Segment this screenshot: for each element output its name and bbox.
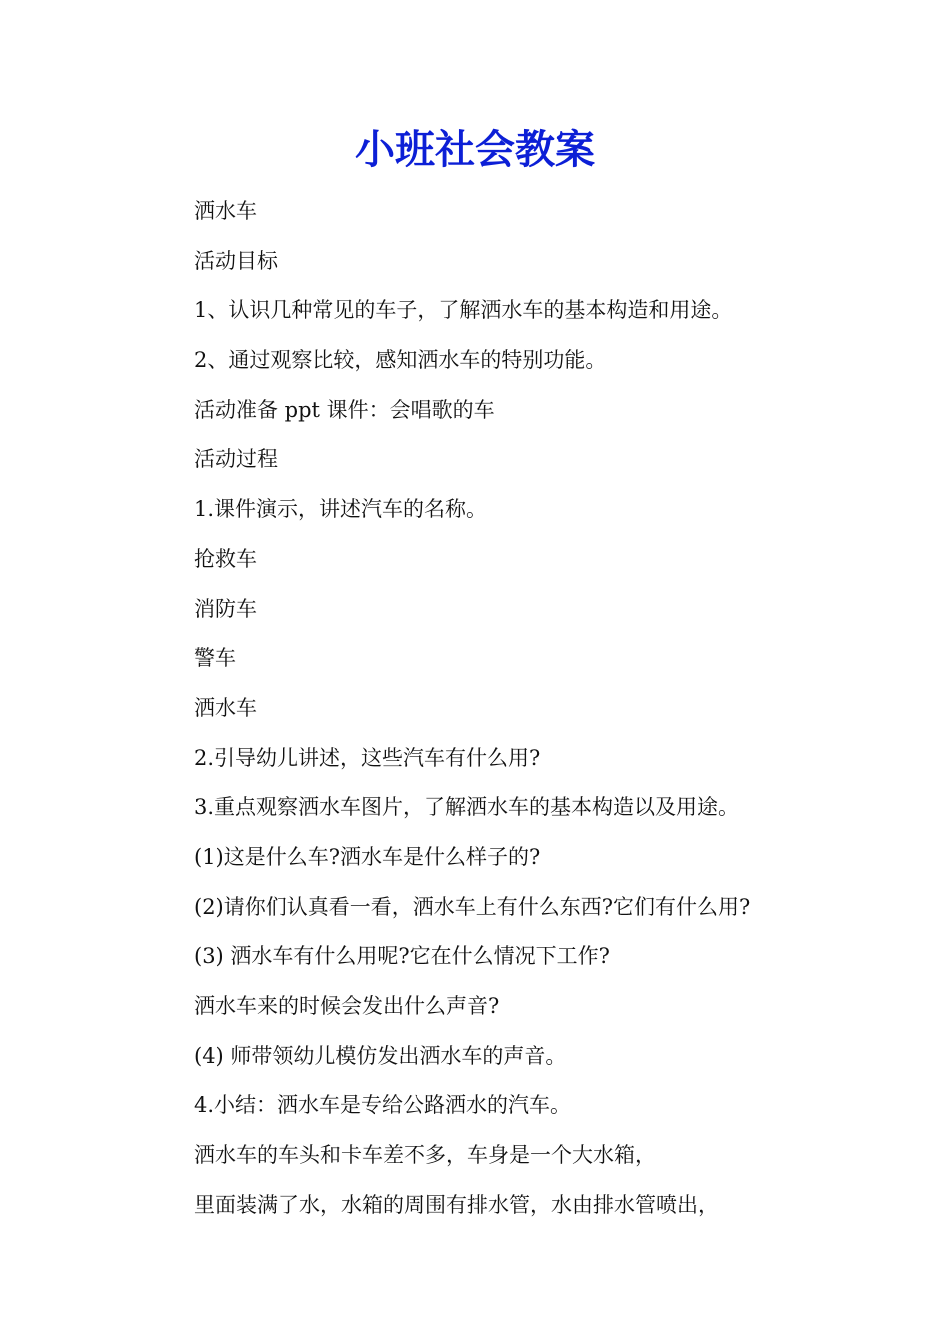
paragraph-line: (3) 洒水车有什么用呢?它在什么情况下工作? — [194, 944, 610, 969]
paragraph-line: 活动目标 — [194, 248, 278, 273]
paragraph-line: 洒水车的车头和卡车差不多，车身是一个大水箱， — [194, 1143, 656, 1168]
paragraph-line: 3.重点观察洒水车图片，了解洒水车的基本构造以及用途。 — [194, 795, 740, 820]
paragraph-line: 消防车 — [194, 596, 257, 621]
document-body — [194, 196, 834, 1239]
paragraph-line: 抢救车 — [194, 546, 257, 571]
paragraph-line: 活动准备 ppt 课件：会唱歌的车 — [194, 397, 495, 422]
document-title: 小班社会教案 — [355, 126, 595, 173]
paragraph-line: 洒水车 — [194, 199, 257, 223]
paragraph-line: (2)请你们认真看一看，洒水车上有什么东西?它们有什么用? — [194, 894, 751, 919]
paragraph-line: 2、通过观察比较，感知洒水车的特别功能。 — [194, 348, 607, 373]
paragraph-line: (4) 师带领幼儿模仿发出洒水车的声音。 — [194, 1043, 567, 1068]
paragraph-line: 警车 — [194, 646, 236, 671]
paragraph-line: 里面装满了水，水箱的周围有排水管，水由排水管喷出， — [194, 1192, 719, 1217]
paragraph-line: 2.引导幼儿讲述，这些汽车有什么用? — [194, 745, 541, 770]
paragraph-line: 活动过程 — [194, 447, 278, 472]
paragraph-line: 1、认识几种常见的车子，了解洒水车的基本构造和用途。 — [194, 298, 733, 323]
paragraph-line: 4.小结：洒水车是专给公路洒水的汽车。 — [194, 1093, 572, 1118]
paragraph-line: 洒水车来的时候会发出什么声音? — [194, 994, 500, 1018]
paragraph-line: (1)这是什么车?洒水车是什么样子的? — [194, 844, 541, 869]
paragraph-line: 洒水车 — [194, 695, 257, 720]
paragraph-line: 1.课件演示，讲述汽车的名称。 — [194, 497, 488, 522]
